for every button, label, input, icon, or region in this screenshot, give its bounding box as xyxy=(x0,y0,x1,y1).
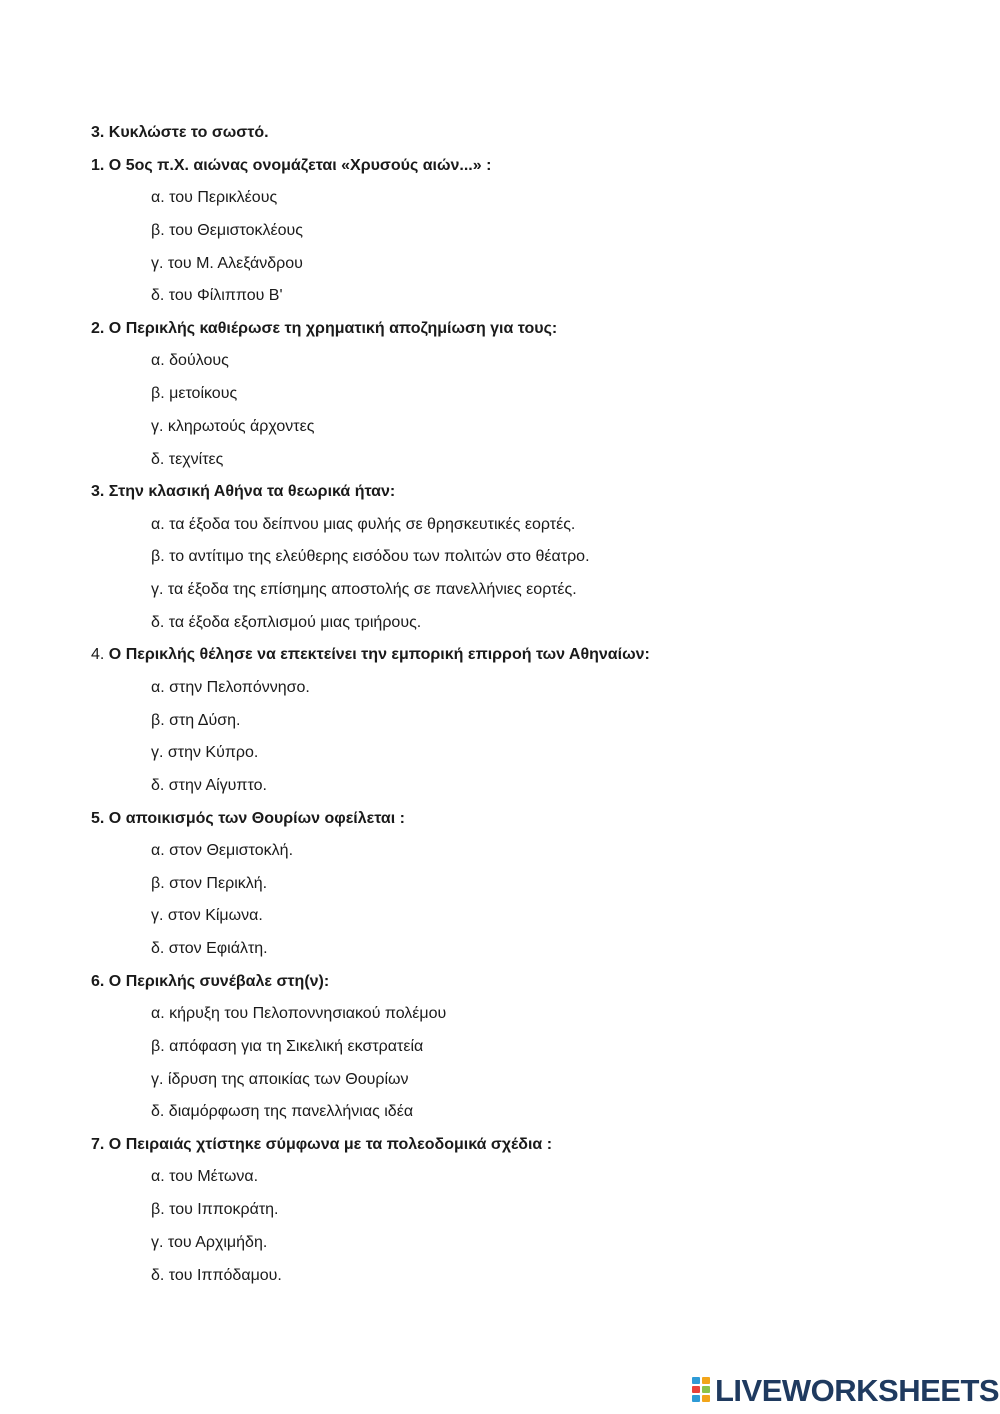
option[interactable]: δ. τεχνίτες xyxy=(151,451,224,468)
option[interactable]: γ. κληρωτούς άρχοντες xyxy=(151,418,315,435)
option[interactable]: γ. στον Κίμωνα. xyxy=(151,907,263,924)
option[interactable]: α. στην Πελοπόννησο. xyxy=(151,679,310,696)
question-text: Ο Πειραιάς χτίστηκε σύμφωνα με τα πολεοδομικά σχέδια : xyxy=(108,1136,553,1153)
question-text: Ο Περικλής θέλησε να επεκτείνει την εμπορική επιρροή των Αθηναίων: xyxy=(108,646,650,663)
logo-cell xyxy=(692,1395,700,1402)
question-text: Ο 5ος π.Χ. αιώνας ονομάζεται «Χρυσούς αιών...» : xyxy=(108,157,492,174)
logo-cell xyxy=(702,1377,710,1384)
logo-cell xyxy=(702,1386,710,1393)
question-number: 3. xyxy=(91,483,105,500)
question-4 xyxy=(91,645,650,665)
option[interactable]: β. στον Περικλή. xyxy=(151,875,268,892)
logo-cell xyxy=(692,1377,700,1384)
question-number: 7. xyxy=(91,1136,105,1153)
question-text: Ο Περικλής καθιέρωσε τη χρηματική αποζημίωση για τους: xyxy=(108,320,558,337)
option[interactable]: β. απόφαση για τη Σικελική εκστρατεία xyxy=(151,1038,424,1055)
question-number: 5. xyxy=(91,810,105,827)
logo-cell xyxy=(692,1386,700,1393)
question-text: Στην κλασική Αθήνα τα θεωρικά ήταν: xyxy=(108,483,396,500)
option[interactable]: α. στον Θεμιστοκλή. xyxy=(151,842,294,859)
option[interactable]: α. του Περικλέους xyxy=(151,189,278,206)
option[interactable]: δ. του Φίλιππου Β' xyxy=(151,287,283,304)
option[interactable]: δ. του Ιππόδαμου. xyxy=(151,1267,282,1284)
question-number: 6. xyxy=(91,973,105,990)
question-number: 1. xyxy=(91,157,105,174)
liveworksheets-brand xyxy=(692,1374,999,1408)
option[interactable]: α. δούλους xyxy=(151,352,229,369)
question-6 xyxy=(91,972,329,992)
question-number: 2. xyxy=(91,320,105,337)
worksheet-heading: 3. Κυκλώστε το σωστό. xyxy=(91,124,269,141)
option[interactable]: δ. στην Αίγυπτο. xyxy=(151,777,267,794)
option[interactable]: γ. τα έξοδα της επίσημης αποστολής σε πανελλήνιες εορτές. xyxy=(151,581,577,598)
option[interactable]: β. του Ιπποκράτη. xyxy=(151,1201,279,1218)
option[interactable]: δ. στον Εφιάλτη. xyxy=(151,940,268,957)
option[interactable]: α. του Μέτωνα. xyxy=(151,1168,259,1185)
option[interactable]: γ. στην Κύπρο. xyxy=(151,744,259,761)
question-text: Ο αποικισμός των Θουρίων οφείλεται : xyxy=(108,810,405,827)
question-3 xyxy=(91,482,395,502)
question-2 xyxy=(91,319,557,339)
option[interactable]: β. το αντίτιμο της ελεύθερης εισόδου των πολιτών στο θέατρο. xyxy=(151,548,590,565)
option[interactable]: α. κήρυξη του Πελοποννησιακού πολέμου xyxy=(151,1005,447,1022)
option[interactable]: γ. του Μ. Αλεξάνδρου xyxy=(151,255,303,272)
option[interactable]: α. τα έξοδα του δείπνου μιας φυλής σε θρησκευτικές εορτές. xyxy=(151,516,576,533)
option[interactable]: γ. ίδρυση της αποικίας των Θουρίων xyxy=(151,1071,409,1088)
question-number: 4. xyxy=(91,646,105,663)
liveworksheets-logo-icon xyxy=(692,1377,712,1405)
liveworksheets-brand-text: LIVEWORKSHEETS xyxy=(715,1373,1000,1408)
option[interactable]: δ. διαμόρφωση της πανελλήνιας ιδέα xyxy=(151,1103,414,1120)
question-1 xyxy=(91,156,491,176)
option[interactable]: β. του Θεμιστοκλέους xyxy=(151,222,303,239)
logo-cell xyxy=(702,1395,710,1402)
question-text: Ο Περικλής συνέβαλε στη(ν): xyxy=(108,973,330,990)
question-5 xyxy=(91,809,405,829)
option[interactable]: δ. τα έξοδα εξοπλισμού μιας τριήρους. xyxy=(151,614,422,631)
option[interactable]: β. μετοίκους xyxy=(151,385,238,402)
option[interactable]: γ. του Αρχιμήδη. xyxy=(151,1234,268,1251)
question-7 xyxy=(91,1135,552,1155)
option[interactable]: β. στη Δύση. xyxy=(151,712,241,729)
